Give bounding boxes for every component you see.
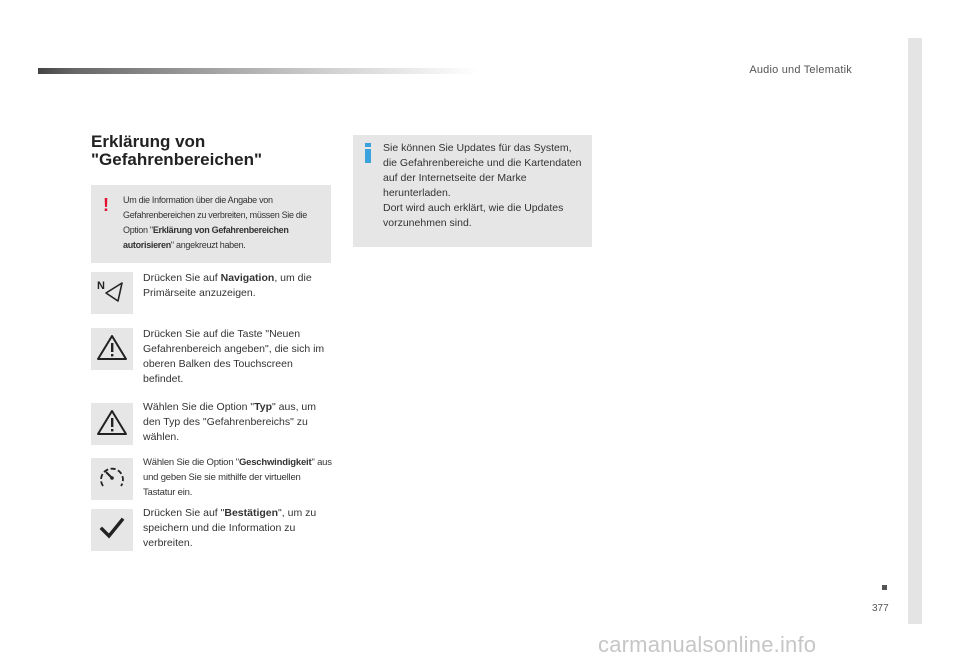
svg-text:N: N: [97, 279, 105, 292]
step-1-text: Drücken Sie auf Navigation, um die Primärseite anzuzeigen.: [143, 272, 312, 299]
section-title: Erklärung von "Gefahrenbereichen": [91, 132, 263, 169]
header-gradient-bar: [38, 68, 478, 74]
page-dot: [882, 585, 887, 590]
step-5-text: Drücken Sie auf "Bestätigen", um zu speichern und die Information zu verbreiten.: [143, 507, 317, 549]
side-strip: [908, 38, 922, 624]
warning-triangle-icon: [96, 333, 128, 366]
step-icon-type: [91, 403, 133, 445]
step-3-text: Wählen Sie die Option "Typ" aus, um den Typ des "Gefahrenbereichs" zu wählen.: [143, 401, 317, 443]
step-icon-navigation: [91, 272, 133, 314]
step-2-text: Drücken Sie auf die Taste "Neuen Gefahrenbereich angeben", die sich im oberen Balken des Touchscreen befindet.: [143, 328, 325, 385]
warning-triangle-icon: [96, 408, 128, 441]
step-icon-confirm: [91, 509, 133, 551]
step-icon-new-hazard: [91, 328, 133, 370]
chapter-title: Audio und Telematik: [749, 64, 852, 76]
step-icon-speed: [91, 458, 133, 500]
warning-box: [91, 185, 331, 263]
speedometer-icon: [97, 463, 127, 496]
page-number: 377: [872, 603, 889, 614]
checkmark-icon: [99, 516, 125, 545]
info-icon: [365, 143, 371, 163]
exclamation-icon: !: [103, 195, 109, 215]
navigation-icon: [96, 277, 128, 310]
footer-watermark: carmanualsonline.info: [598, 632, 817, 657]
info-box: [353, 135, 592, 247]
warning-text: Um die Information über die Angabe von Gefahrenbereichen zu verbreiten, müssen Sie die Option "Erklärung von Gefahrenbereichen autorisieren" angekreuzt haben.: [123, 195, 308, 250]
info-text: Sie können Sie Updates für das System, die Gefahrenbereiche und die Kartendaten auf der Internetseite der Marke herunterladen. Dort wird auch erklärt, wie die Updates vorzunehmen sind.: [383, 142, 582, 229]
step-4-text: Wählen Sie die Option "Geschwindigkeit" aus und geben Sie sie mithilfe der virtuellen Tastatur ein.: [143, 457, 332, 498]
